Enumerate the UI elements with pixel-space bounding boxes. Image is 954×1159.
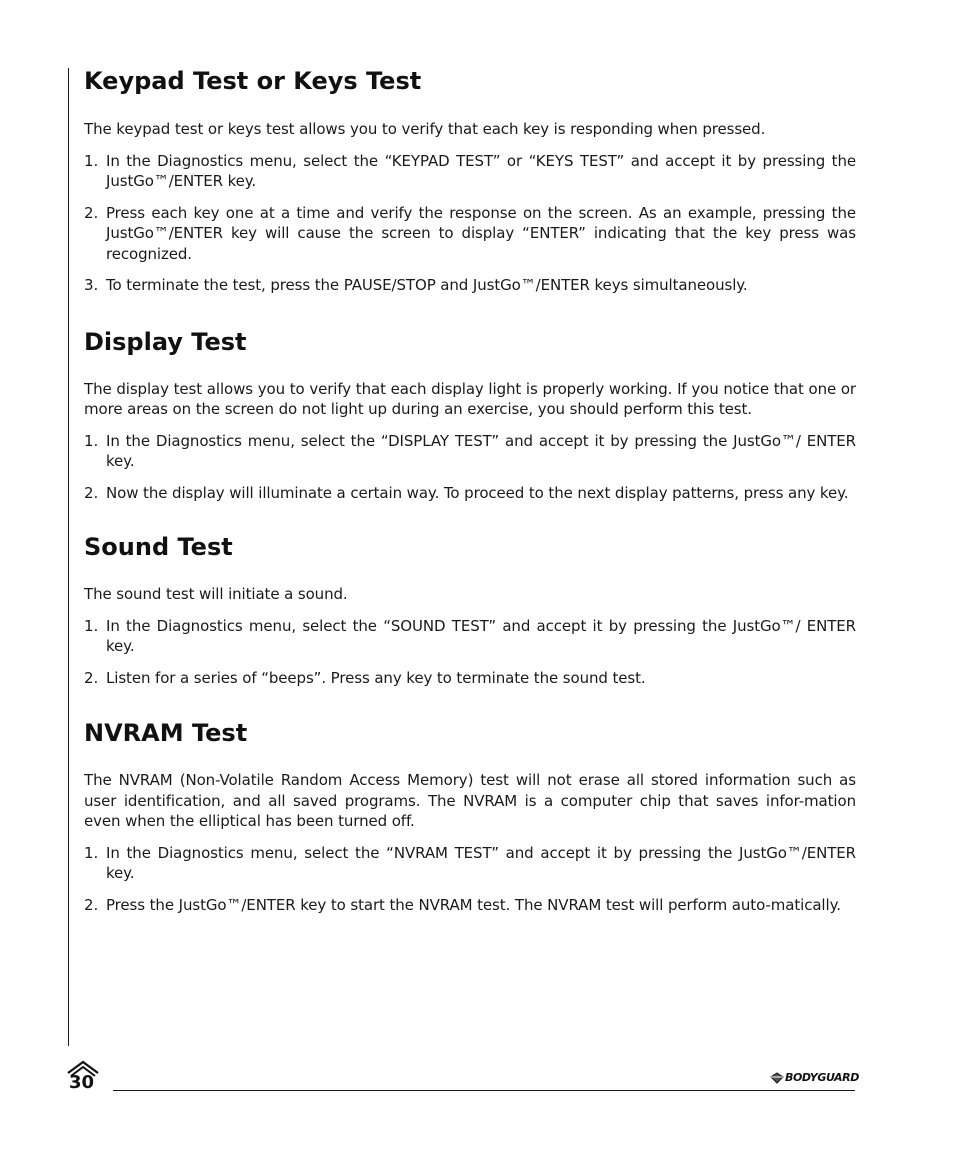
section-sound-test bbox=[84, 532, 856, 688]
step-list bbox=[84, 843, 856, 916]
step-list bbox=[84, 431, 856, 504]
list-item: 2. Now the display will illuminate a certain way. To proceed to the next display patterns, press any key. bbox=[84, 483, 849, 502]
brand-name: BODYGUARD bbox=[785, 1071, 859, 1084]
section-intro: The NVRAM (Non-Volatile Random Access Memory) test will not erase all stored information such as user identification, and all saved programs. The NVRAM is a computer chip that saves infor-mation even when the elliptical has been turned off. bbox=[84, 771, 856, 830]
section-heading: Sound Test bbox=[84, 533, 233, 561]
section-keypad-test bbox=[84, 66, 856, 296]
list-item: 1. In the Diagnostics menu, select the “KEYPAD TEST” or “KEYS TEST” and accept it by pressing the JustGo™/ENTER key. bbox=[84, 151, 856, 190]
list-item: 2. Press each key one at a time and verify the response on the screen. As an example, pressing the JustGo™/ENTER key will cause the screen to display “ENTER” indicating that the key press was recognized. bbox=[84, 203, 856, 263]
page-number-badge bbox=[66, 1060, 100, 1096]
margin-rule bbox=[68, 68, 69, 1046]
page-number: 30 bbox=[69, 1072, 95, 1093]
step-list bbox=[84, 151, 856, 296]
list-item: 2. Listen for a series of “beeps”. Press any key to terminate the sound test. bbox=[84, 668, 646, 687]
brand-logo bbox=[770, 1071, 859, 1084]
footer-rule bbox=[113, 1090, 855, 1091]
section-intro: The sound test will initiate a sound. bbox=[84, 585, 348, 603]
list-item: 1. In the Diagnostics menu, select the “DISPLAY TEST” and accept it by pressing the JustGo™/ ENTER key. bbox=[84, 431, 856, 470]
list-item: 2. Press the JustGo™/ENTER key to start the NVRAM test. The NVRAM test will perform auto-matically. bbox=[84, 895, 841, 914]
section-heading: Keypad Test or Keys Test bbox=[84, 67, 422, 95]
section-intro: The keypad test or keys test allows you to verify that each key is responding when pressed. bbox=[84, 120, 766, 138]
page-content bbox=[84, 66, 856, 915]
section-heading: Display Test bbox=[84, 327, 247, 356]
section-display-test bbox=[84, 327, 856, 504]
list-item: 3. To terminate the test, press the PAUSE/STOP and JustGo™/ENTER keys simultaneously. bbox=[84, 276, 748, 294]
list-item: 1. In the Diagnostics menu, select the “NVRAM TEST” and accept it by pressing the JustGo™/ENTER key. bbox=[84, 843, 856, 882]
section-intro: The display test allows you to verify that each display light is properly working. If you notice that one or more areas on the screen do not light up during an exercise, you should perform this test. bbox=[84, 379, 856, 418]
section-nvram-test bbox=[84, 718, 856, 915]
section-heading: NVRAM Test bbox=[84, 719, 248, 747]
step-list bbox=[84, 616, 856, 689]
bodyguard-logo-icon bbox=[770, 1072, 784, 1084]
list-item: 1. In the Diagnostics menu, select the “SOUND TEST” and accept it by pressing the JustGo™/ ENTER key. bbox=[84, 616, 856, 655]
